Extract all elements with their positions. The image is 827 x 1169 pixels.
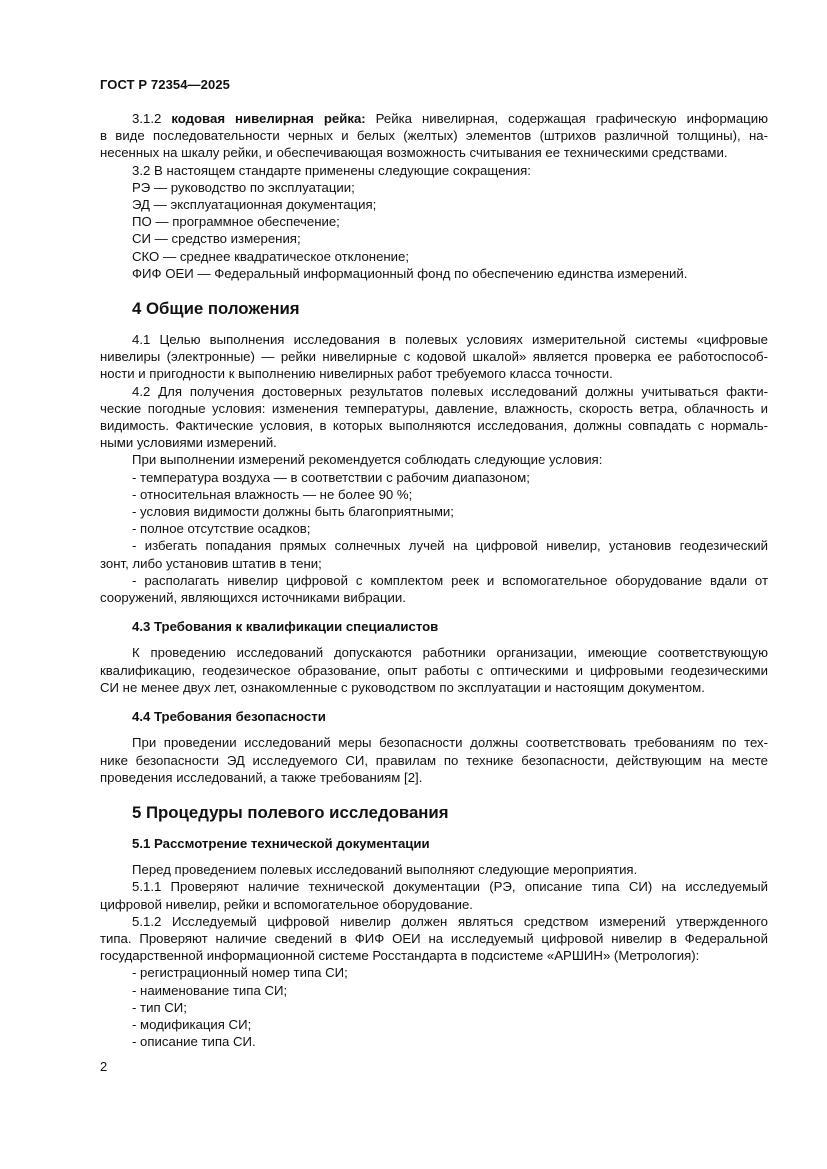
paragraph-3-1-2-line-1 [100, 110, 768, 127]
condition-item: - избегать попадания прямых солнечных лучей на цифровой нивелир, установив геодезический [132, 538, 768, 554]
condition-item: - температура воздуха — в соответствии с рабочим диапазоном; [132, 469, 530, 485]
abbreviation-item: СКО — среднее квадратическое отклонение; [132, 248, 410, 264]
paragraph-4-1: ности и пригодности к выполнению нивелирных работ требуемого класса точности. [100, 366, 613, 382]
term-name: кодовая нивелирная рейка: [171, 111, 366, 126]
paragraph-5-1-2: 5.1.2 Исследуемый цифровой нивелир должен являться средством измерений утвержденного [132, 913, 768, 929]
text: Рейка нивелирная, содержащая графическую информацию [375, 111, 768, 126]
paragraph-4-3: К проведению исследований допускаются работники организации, имеющие соответствующую [132, 645, 768, 661]
abbreviations-intro: 3.2 В настоящем стандарте применены следующие сокращения: [132, 162, 531, 178]
subsection-4-4-title: 4.4 Требования безопасности [132, 709, 326, 725]
paragraph-4-4: нике безопасности ЭД исследуемого СИ, правилам по технике безопасности, действующим на месте [100, 752, 768, 768]
paragraph-4-2: ческие погодные условия: изменения температуры, давление, влажность, скорость ветра, облачность и [100, 400, 768, 416]
section-4-title: 4 Общие положения [132, 299, 300, 319]
list-item: - регистрационный номер типа СИ; [132, 965, 348, 981]
page-number: 2 [100, 1059, 108, 1074]
paragraph-3-1-2-line-2: в виде последовательности черных и белых (желтых) элементов (штрихов различной толщины), на- [100, 128, 768, 144]
conditions-intro: При выполнении измерений рекомендуется соблюдать следующие условия: [132, 452, 603, 468]
subsection-4-3-title: 4.3 Требования к квалификации специалистов [132, 619, 439, 635]
paragraph-3-1-2-line-3: несенных на шкалу рейки, и обеспечивающая возможность считывания ее техническими средствами. [100, 145, 728, 161]
paragraph-5-1-2: государственной информационной системе Росстандарта в подсистеме «АРШИН» (Метрология): [100, 948, 700, 964]
abbreviation-item: СИ — средство измерения; [132, 231, 301, 247]
paragraph-5-1-1: цифровой нивелир, рейки и вспомогательное оборудование. [100, 896, 473, 912]
condition-item-continuation: сооружений, являющихся источниками вибрации. [100, 590, 406, 606]
paragraph-5-1-intro: Перед проведением полевых исследований выполняют следующие мероприятия. [132, 862, 638, 878]
condition-item: - располагать нивелир цифровой с комплектом реек и вспомогательное оборудование вдали от [132, 572, 768, 588]
paragraph-4-3: СИ не менее двух лет, ознакомленные с руководством по эксплуатации и настоящим документом. [100, 679, 705, 695]
paragraph-4-1: 4.1 Целью выполнения исследования в полевых условиях измерительной системы «цифровые [132, 332, 768, 348]
page-content [100, 110, 768, 1050]
clause-number: 3.1.2 [132, 111, 162, 126]
abbreviation-item: РЭ — руководство по эксплуатации; [132, 179, 355, 195]
paragraph-4-1: нивелиры (электронные) — рейки нивелирные с кодовой шкалой» является проверка ее работоспособ- [100, 349, 768, 365]
paragraph-4-3: квалификацию, геодезическое образование, опыт работы с оптическими и цифровыми геодезическими [100, 662, 768, 678]
abbreviation-item: ФИФ ОЕИ — Федеральный информационный фонд по обеспечению единства измерений. [132, 265, 688, 281]
list-item: - тип СИ; [132, 999, 187, 1015]
paragraph-5-1-1: 5.1.1 Проверяют наличие технической документации (РЭ, описание типа СИ) на исследуемый [132, 879, 768, 895]
abbreviation-item: ЭД — эксплуатационная документация; [132, 197, 377, 213]
list-item: - описание типа СИ. [132, 1034, 256, 1050]
paragraph-4-4: При проведении исследований меры безопасности должны соответствовать требованиям по тех- [132, 735, 768, 751]
abbreviation-item: ПО — программное обеспечение; [132, 214, 340, 230]
document-header: ГОСТ Р 72354—2025 [100, 77, 230, 92]
paragraph-5-1-2: типа. Проверяют наличие сведений в ФИФ ОЕИ на исследуемый цифровой нивелир в Федеральной [100, 930, 768, 946]
list-item: - модификация СИ; [132, 1016, 252, 1032]
paragraph-4-2: видимость. Фактические условия, в которых выполняются исследования, должны совпадать с нормаль- [100, 418, 768, 434]
condition-item: - относительная влажность — не более 90 %; [132, 486, 413, 502]
paragraph-4-4: проведения исследований, а также требованиям [2]. [100, 769, 423, 785]
condition-item: - условия видимости должны быть благоприятными; [132, 504, 454, 520]
condition-item: - полное отсутствие осадков; [132, 521, 311, 537]
paragraph-4-2: 4.2 Для получения достоверных результатов полевых исследований должны учитываться факти- [132, 383, 768, 399]
list-item: - наименование типа СИ; [132, 982, 288, 998]
condition-item-continuation: зонт, либо установив штатив в тени; [100, 555, 322, 571]
section-5-title: 5 Процедуры полевого исследования [132, 802, 449, 822]
paragraph-4-2: ными условиями измерений. [100, 435, 277, 451]
subsection-5-1-title: 5.1 Рассмотрение технической документации [132, 835, 430, 851]
